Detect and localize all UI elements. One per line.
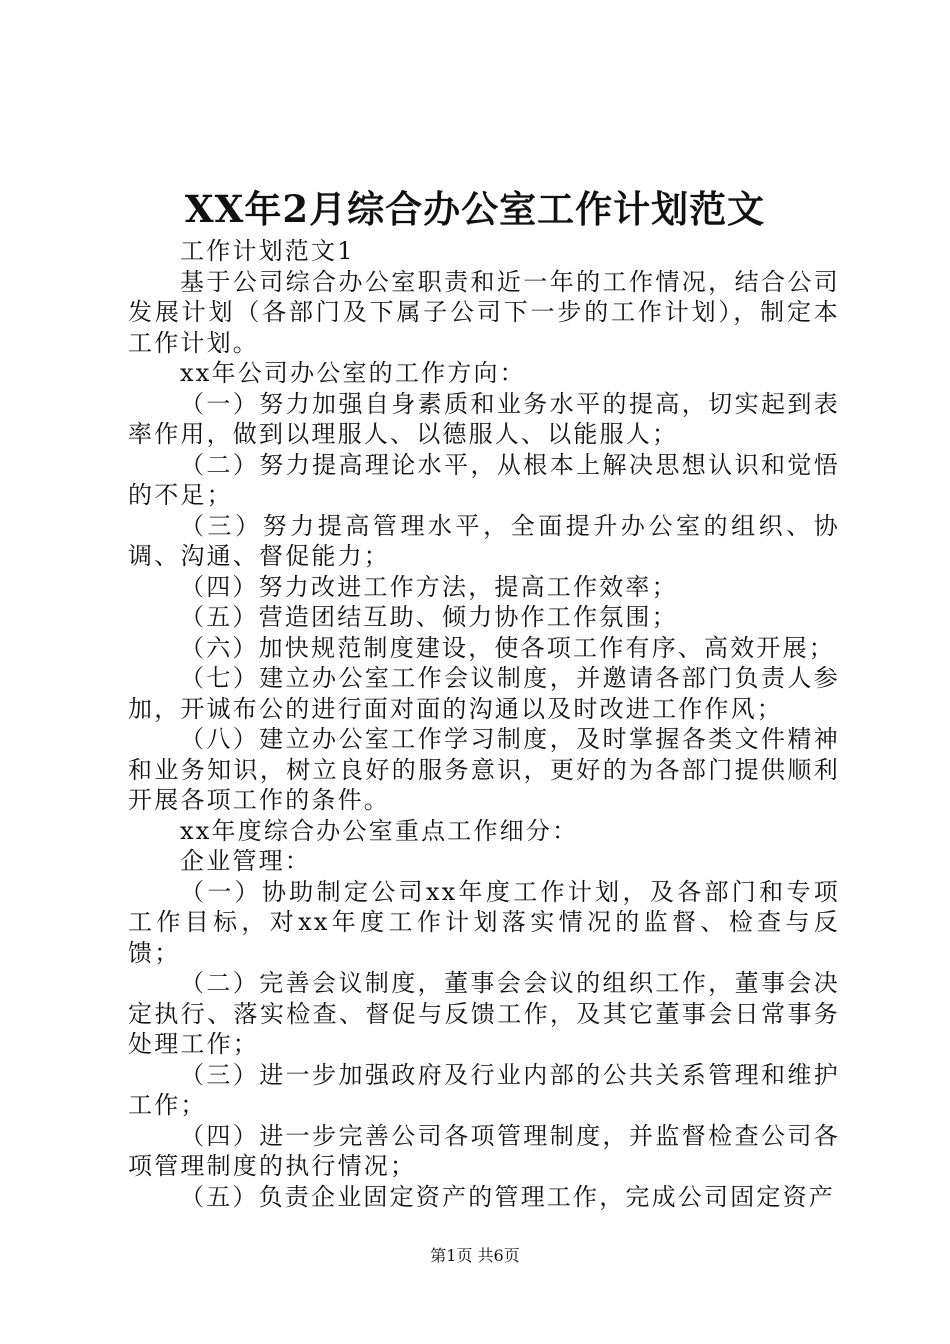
paragraph: （四）进一步完善公司各项管理制度，并监督检查公司各项管理制度的执行情况； xyxy=(128,1121,840,1180)
paragraph: （四）努力改进工作方法，提高工作效率； xyxy=(180,572,678,601)
paragraph: （五）营造团结互助、倾力协作工作氛围； xyxy=(180,603,678,631)
paragraph: （二）努力提高理论水平，从根本上解决思想认识和觉悟的不足； xyxy=(128,450,840,509)
paragraph: （六）加快规范制度建设，使各项工作有序、高效开展； xyxy=(180,633,835,662)
page-footer xyxy=(0,1244,950,1268)
paragraph: 基于公司综合办公室职责和近一年的工作情况，结合公司发展计划（各部门及下属子公司下一步的工作计划），制定本工作计划。 xyxy=(128,267,840,357)
paragraph: （五）负责企业固定资产的管理工作，完成公司固定资产 xyxy=(180,1182,835,1211)
paragraph: xx年公司办公室的工作方向： xyxy=(180,359,526,387)
paragraph: （三）进一步加强政府及行业内部的公共关系管理和维护工作； xyxy=(128,1060,840,1119)
paragraph: xx年度综合办公室重点工作细分： xyxy=(180,816,579,845)
paragraph: （一）努力加强自身素质和业务水平的提高，切实起到表率作用，做到以理服人、以德服人、以能服人； xyxy=(128,389,840,448)
paragraph: （一）协助制定公司xx年度工作计划，及各部门和专项工作目标，对xx年度工作计划落实情况的监督、检查与反馈； xyxy=(128,877,840,967)
paragraph: 工作计划范文1 xyxy=(180,237,355,265)
paragraph: （二）完善会议制度，董事会会议的组织工作，董事会决定执行、落实检查、督促与反馈工作，及其它董事会日常事务处理工作； xyxy=(128,969,840,1058)
paragraph: （八）建立办公室工作学习制度，及时掌握各类文件精神和业务知识，树立良好的服务意识，更好的为各部门提供顺利开展各项工作的条件。 xyxy=(128,725,840,814)
paragraph: （三）努力提高管理水平，全面提升办公室的组织、协调、沟通、督促能力； xyxy=(128,511,840,570)
page-indicator: 第1页 共6页 xyxy=(430,1246,520,1265)
paragraph: 企业管理： xyxy=(180,847,311,875)
document-title: XX年2月综合办公室工作计划范文 xyxy=(184,187,766,231)
paragraph: （七）建立办公室工作会议制度，并邀请各部门负责人参加，开诚布公的进行面对面的沟通以及时改进工作作风； xyxy=(128,664,840,723)
document-body xyxy=(128,236,840,1212)
